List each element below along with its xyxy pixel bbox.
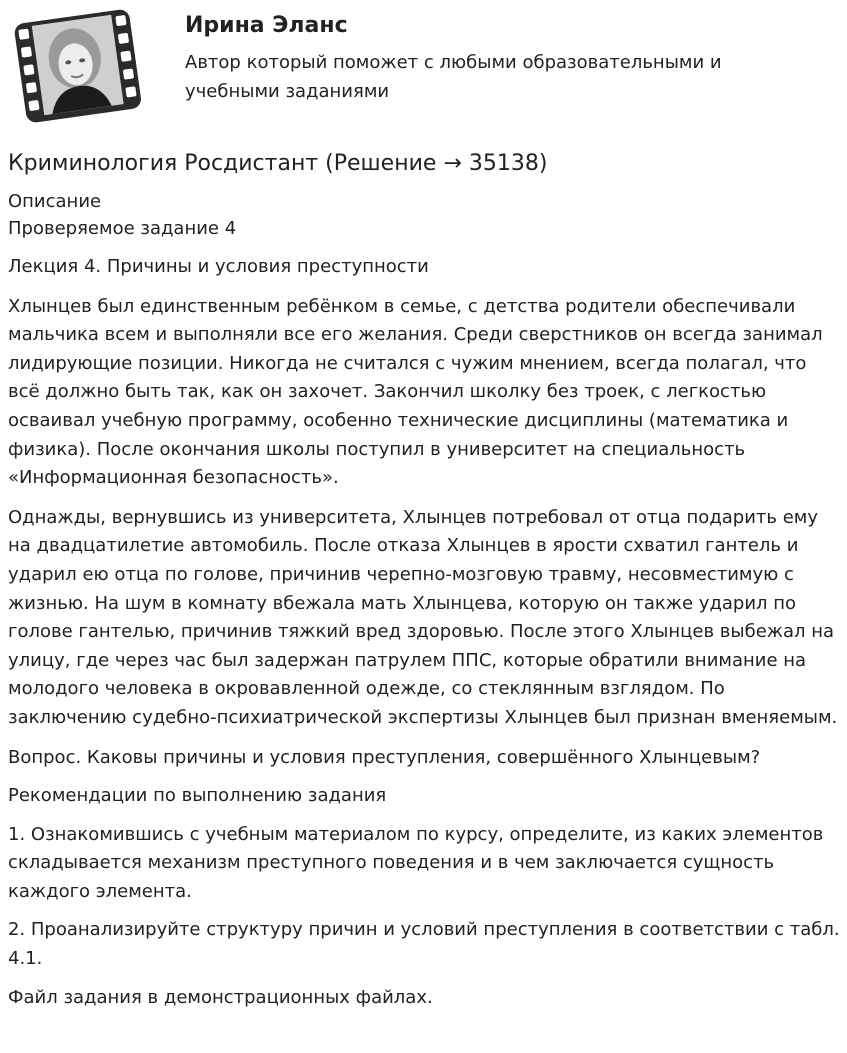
file-note: Файл задания в демонстрационных файлах. <box>8 986 433 1008</box>
lecture-title: Лекция 4. Причины и условия преступности <box>8 256 429 277</box>
document-title: Криминология Росдистант (Решение → 35138) <box>8 151 548 176</box>
recommendation-item-1: 1. Ознакомившись с учебным материалом по курсу, определите, из каких элементов складывается механизм преступного поведения и в чем заключается сущность каждого элемента. <box>8 823 824 902</box>
question-text: Вопрос. Каковы причины и условия преступления, совершённого Хлынцевым? <box>8 746 761 768</box>
author-name[interactable]: Ирина Эланс <box>185 13 348 38</box>
recommendations-label: Рекомендации по выполнению задания <box>8 785 387 807</box>
task-label: Проверяемое задание 4 <box>8 218 237 239</box>
author-description: Автор который поможет с любыми образовательными и учебными заданиями <box>185 52 722 102</box>
author-header <box>0 0 847 135</box>
case-paragraph-1: Хлынцев был единственным ребёнком в семье, с детства родители обеспечивали мальчика всем и выполняли все его желания. Среди сверстников он всегда занимал лидирующие позиции. Никогда не считался с чужим мнением, всегда полагал, что всё должно быть так, как он захочет. Закончил школку без троек, с легкостью осваивал учебную программу, особенно технические дисциплины (математика и физика). После окончания школы поступил в университет на специальность «Информационная безопасность». <box>8 295 823 489</box>
author-avatar[interactable] <box>6 6 150 128</box>
case-paragraph-2: Однажды, вернувшись из университета, Хлынцев потребовал от отца подарить ему на двадцатилетие автомобиль. После отказа Хлынцев в ярости схватил гантель и ударил ею отца по голове, причинив черепно-мозговую травму, несовместимую с жизнью. На шум в комнату вбежала мать Хлынцева, которую он также ударил по голове гантелью, причинив тяжкий вред здоровью. После этого Хлынцев выбежал на улицу, где через час был задержан патрулем ППС, которые обратили внимание на молодого человека в окровавленной одежде, со стеклянным взглядом. По заключению судебно-психиатрической экспертизы Хлынцев был признан вменяемым. <box>8 506 838 728</box>
document-content <box>8 146 842 1012</box>
recommendation-item-2: 2. Проанализируйте структуру причин и условий преступления в соответствии с табл. 4.1. <box>8 919 840 970</box>
film-strip-portrait-icon <box>6 6 150 128</box>
description-label: Описание <box>8 191 102 212</box>
